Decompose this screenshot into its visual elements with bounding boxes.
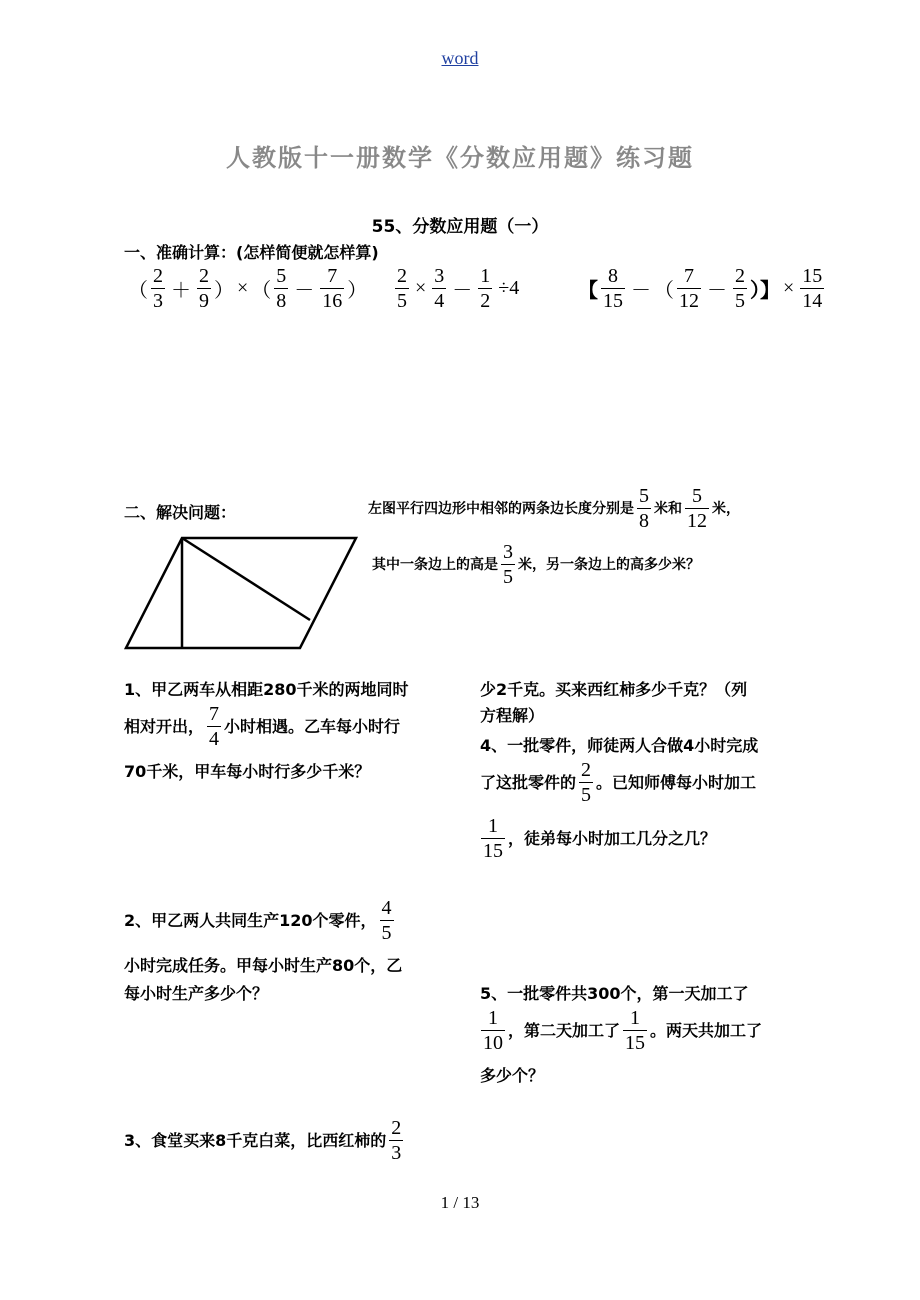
fraction: $\frac{7}{12}$ bbox=[679, 265, 699, 312]
page-title: 人教版十一册数学《分数应用题》练习题 bbox=[226, 144, 694, 172]
problem-3-continued-line1: 少2千克。买来西红柿多少千克？（列 bbox=[480, 680, 748, 699]
section2-label: 二、解决问题： bbox=[124, 503, 237, 522]
fraction: $\frac{2}{5}$ bbox=[397, 265, 407, 312]
problem-4-line3: $\frac{1}{15}$ ，徒弟每小时加工几分之几？ bbox=[483, 815, 717, 862]
fraction: $\frac{15}{14}$ bbox=[802, 265, 823, 312]
problem-2-line2: 小时完成任务。甲每小时生产80个，乙 bbox=[124, 956, 403, 975]
problem-3-line1: 3、食堂买来8千克白菜，比西红柿的 $\frac{2}{3}$ bbox=[124, 1117, 402, 1164]
problem-1-line3: 70千米，甲车每小时行多少千米？ bbox=[124, 762, 371, 781]
paren: ） bbox=[347, 280, 368, 302]
height-line-2 bbox=[182, 538, 310, 620]
fraction: $\frac{4}{5}$ bbox=[381, 897, 392, 944]
fraction: $\frac{2}{5}$ bbox=[735, 265, 745, 312]
problem-1-line2: 相对开出， $\frac{7}{4}$ 小时相遇。乙车每小时行 bbox=[124, 703, 401, 750]
problem-3-continued-line2: 方程解） bbox=[480, 706, 545, 725]
bracket: ）】 bbox=[750, 280, 780, 302]
times-sign: × bbox=[415, 277, 427, 299]
expression-2 bbox=[392, 266, 522, 311]
page-number: 1 / 13 bbox=[440, 1193, 480, 1212]
expression-3 bbox=[578, 266, 827, 311]
fraction: $\frac{2}{3}$ bbox=[153, 265, 163, 312]
problem-5-line1: 5、一批零件共300个，第一天加工了 bbox=[480, 984, 749, 1003]
problem-5-line3: 多少个？ bbox=[480, 1066, 545, 1085]
paren: （ bbox=[654, 280, 674, 302]
problem-5-line2: $\frac{1}{10}$ ，第二天加工了 $\frac{1}{15}$ 。两天共加工了 bbox=[483, 1007, 763, 1054]
minus-sign: － bbox=[294, 280, 315, 302]
problem-4-line1: 4、一批零件，师徒两人合做4小时完成 bbox=[480, 736, 759, 755]
paren: ） bbox=[214, 280, 234, 302]
fraction: $\frac{7}{16}$ bbox=[322, 265, 343, 312]
fraction: $\frac{3}{4}$ bbox=[434, 265, 445, 312]
fraction: $\frac{1}{2}$ bbox=[480, 265, 491, 312]
parallelogram-question-line1: 左图平行四边形中相邻的两条边长度分别是 $\frac{5}{8}$ 米和 $\frac{5}{12}$ 米， bbox=[368, 485, 740, 532]
paren: （ bbox=[251, 280, 272, 302]
fraction: $\frac{2}{9}$ bbox=[199, 265, 209, 312]
problem-2-line3: 每小时生产多少个？ bbox=[124, 984, 269, 1003]
problem-4-line2: 了这批零件的 $\frac{2}{5}$ 。已知师傅每小时加工 bbox=[480, 759, 757, 806]
paren: （ bbox=[128, 280, 148, 302]
fraction: $\frac{2}{5}$ bbox=[581, 759, 592, 806]
fraction: $\frac{7}{4}$ bbox=[209, 703, 220, 750]
exercise-subtitle: 55、分数应用题（一） bbox=[371, 217, 549, 237]
parallelogram-question-line2: 其中一条边上的高是 $\frac{3}{5}$ 米，另一条边上的高多少米？ bbox=[372, 541, 700, 588]
fraction: $\frac{1}{10}$ bbox=[483, 1007, 503, 1054]
bracket: 【 bbox=[578, 280, 598, 302]
minus-sign: － bbox=[452, 280, 473, 302]
times-sign: × bbox=[783, 277, 795, 299]
divide-sign: ÷4 bbox=[498, 277, 520, 299]
header-word-link[interactable]: word bbox=[441, 48, 479, 68]
fraction: $\frac{5}{12}$ bbox=[687, 485, 707, 532]
problem-1-line1: 1、甲乙两车从相距280千米的两地同时 bbox=[124, 680, 409, 699]
section1-label: 一、准确计算：(怎样简便就怎样算) bbox=[124, 243, 379, 262]
problem-2-line1: 2、甲乙两人共同生产120个零件， $\frac{4}{5}$ bbox=[124, 897, 392, 944]
fraction: $\frac{5}{8}$ bbox=[639, 485, 649, 532]
times-sign: × bbox=[237, 277, 249, 299]
parallelogram-shape bbox=[126, 538, 356, 648]
parallelogram-diagram bbox=[120, 532, 362, 654]
minus-sign: － bbox=[707, 280, 727, 302]
plus-sign: ＋ bbox=[171, 280, 191, 302]
fraction: $\frac{1}{15}$ bbox=[483, 815, 503, 862]
fraction: $\frac{3}{5}$ bbox=[503, 541, 513, 588]
fraction: $\frac{5}{8}$ bbox=[276, 265, 287, 312]
fraction: $\frac{2}{3}$ bbox=[391, 1117, 402, 1164]
expression-1 bbox=[128, 266, 367, 311]
fraction: $\frac{1}{15}$ bbox=[625, 1007, 646, 1054]
minus-sign: － bbox=[631, 280, 651, 302]
fraction: $\frac{8}{15}$ bbox=[603, 265, 623, 312]
